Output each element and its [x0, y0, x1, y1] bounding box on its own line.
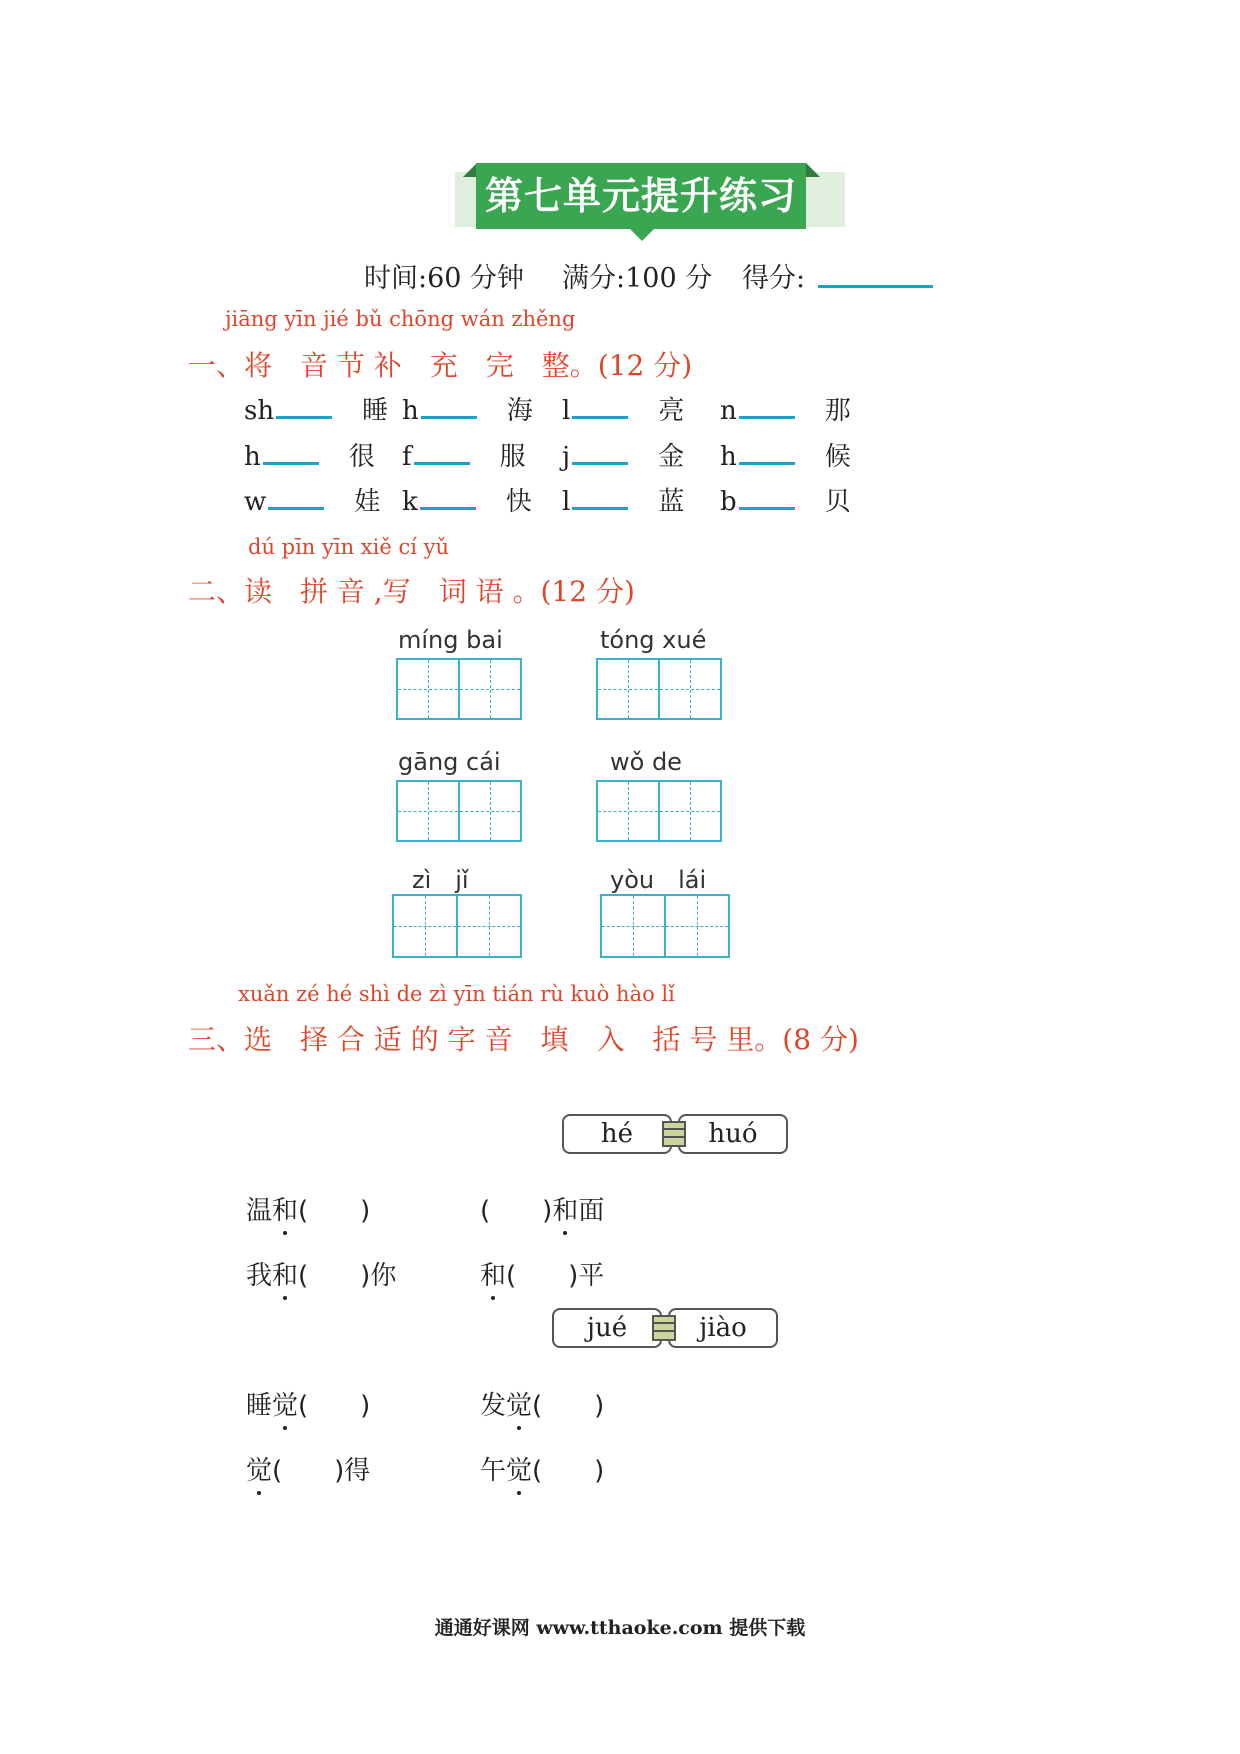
syllable-initial: k: [402, 487, 418, 517]
answer-blank[interactable]: [276, 416, 332, 419]
syllable-char: 服: [499, 442, 526, 472]
question-item: 和( )平: [480, 1255, 604, 1292]
answer-blank[interactable]: [263, 462, 319, 465]
answer-blank[interactable]: [572, 462, 628, 465]
tianzige-box[interactable]: [600, 894, 730, 958]
syllable-char: 睡: [362, 396, 389, 426]
option-jue: jué: [552, 1308, 662, 1348]
syllable-char: 快: [505, 487, 532, 517]
syllable-char: 很: [348, 442, 375, 472]
answer-blank[interactable]: [572, 507, 628, 510]
syllable-char: 娃: [354, 487, 381, 517]
tianzige-box[interactable]: [596, 658, 722, 720]
section2-heading: 二、读 拼 音 ,写 词 语 。(12 分): [188, 575, 635, 608]
question-item: 温和( ): [246, 1190, 370, 1227]
page-title: 第七单元提升练习: [476, 163, 806, 229]
syllable-item: [562, 481, 720, 518]
syllable-char: 亮: [658, 396, 685, 426]
section1-row-1: [244, 390, 851, 427]
syllable-item: [244, 390, 402, 427]
syllable-item: [244, 436, 402, 473]
section1-row-2: [244, 436, 851, 473]
full-score-label: 满分:100 分: [562, 263, 713, 294]
syllable-char: 金: [658, 442, 685, 472]
answer-blank[interactable]: [739, 507, 795, 510]
footer-text: 通通好课网 www.tthaoke.com 提供下载: [434, 1617, 806, 1639]
answer-blank[interactable]: [572, 416, 628, 419]
syllable-char: 蓝: [658, 487, 685, 517]
section1-row-3: [244, 481, 851, 518]
syllable-char: 贝: [824, 487, 851, 517]
answer-blank[interactable]: [414, 462, 470, 465]
section3-heading: 三、选 择 合 适 的 字 音 填 入 括 号 里。(8 分): [188, 1023, 859, 1056]
tianzige-box[interactable]: [392, 894, 522, 958]
tianzige-box[interactable]: [596, 780, 722, 842]
option-he: hé: [562, 1114, 672, 1154]
syllable-item: [562, 390, 720, 427]
answer-blank[interactable]: [421, 416, 477, 419]
syllable-initial: f: [402, 442, 412, 472]
banner-fold-right: [806, 163, 820, 177]
syllable-initial: h: [402, 396, 419, 426]
syllable-item: [244, 481, 402, 518]
syllable-initial: j: [562, 442, 571, 472]
score-label: 得分:: [742, 263, 806, 294]
score-blank[interactable]: [818, 285, 933, 288]
word-pinyin: gāng cái: [398, 748, 501, 776]
syllable-initial: sh: [244, 396, 275, 426]
question-item: 睡觉( ): [246, 1385, 370, 1422]
banner-fold-left: [463, 163, 477, 177]
syllable-initial: l: [562, 396, 571, 426]
tianzige-box[interactable]: [396, 658, 522, 720]
word-pinyin: zì jǐ: [412, 866, 469, 894]
tianzige-box[interactable]: [396, 780, 522, 842]
question-item: 觉( )得: [246, 1450, 370, 1487]
answer-blank[interactable]: [420, 507, 476, 510]
syllable-initial: w: [244, 487, 267, 517]
syllable-item: [720, 481, 851, 518]
word-pinyin: wǒ de: [610, 748, 682, 776]
section1-heading: 一、将 音 节 补 充 完 整。(12 分): [188, 349, 693, 382]
answer-blank[interactable]: [268, 507, 324, 510]
syllable-char: 海: [506, 396, 533, 426]
syllable-char: 那: [824, 396, 851, 426]
syllable-item: [720, 436, 851, 473]
syllable-item: [402, 481, 562, 518]
syllable-initial: n: [720, 396, 737, 426]
time-label: 时间:60 分钟: [364, 263, 525, 294]
question-item: 发觉( ): [480, 1385, 604, 1422]
syllable-char: 候: [824, 442, 851, 472]
syllable-item: [402, 436, 562, 473]
syllable-initial: h: [720, 442, 737, 472]
link-icon: [652, 1315, 676, 1341]
word-pinyin: tóng xué: [600, 626, 707, 654]
answer-blank[interactable]: [739, 416, 795, 419]
option-huo: huó: [678, 1114, 788, 1154]
section3-pinyin: xuǎn zé hé shì de zì yīn tián rù kuò hào lǐ: [238, 982, 675, 1006]
word-pinyin: yòu lái: [610, 866, 707, 894]
option-jiao: jiào: [668, 1308, 778, 1348]
syllable-initial: b: [720, 487, 737, 517]
question-item: 午觉( ): [480, 1450, 604, 1487]
word-pinyin: míng bai: [398, 626, 503, 654]
section2-pinyin: dú pīn yīn xiě cí yǔ: [248, 535, 449, 559]
syllable-item: [402, 390, 562, 427]
syllable-initial: h: [244, 442, 261, 472]
banner-tip: [630, 229, 654, 241]
syllable-item: [720, 390, 851, 427]
syllable-initial: l: [562, 487, 571, 517]
link-icon: [662, 1121, 686, 1147]
question-item: ( )和面: [480, 1190, 604, 1227]
section1-pinyin: jiāng yīn jié bǔ chōng wán zhěng: [225, 307, 576, 331]
answer-blank[interactable]: [739, 462, 795, 465]
syllable-item: [562, 436, 720, 473]
question-item: 我和( )你: [246, 1255, 396, 1292]
